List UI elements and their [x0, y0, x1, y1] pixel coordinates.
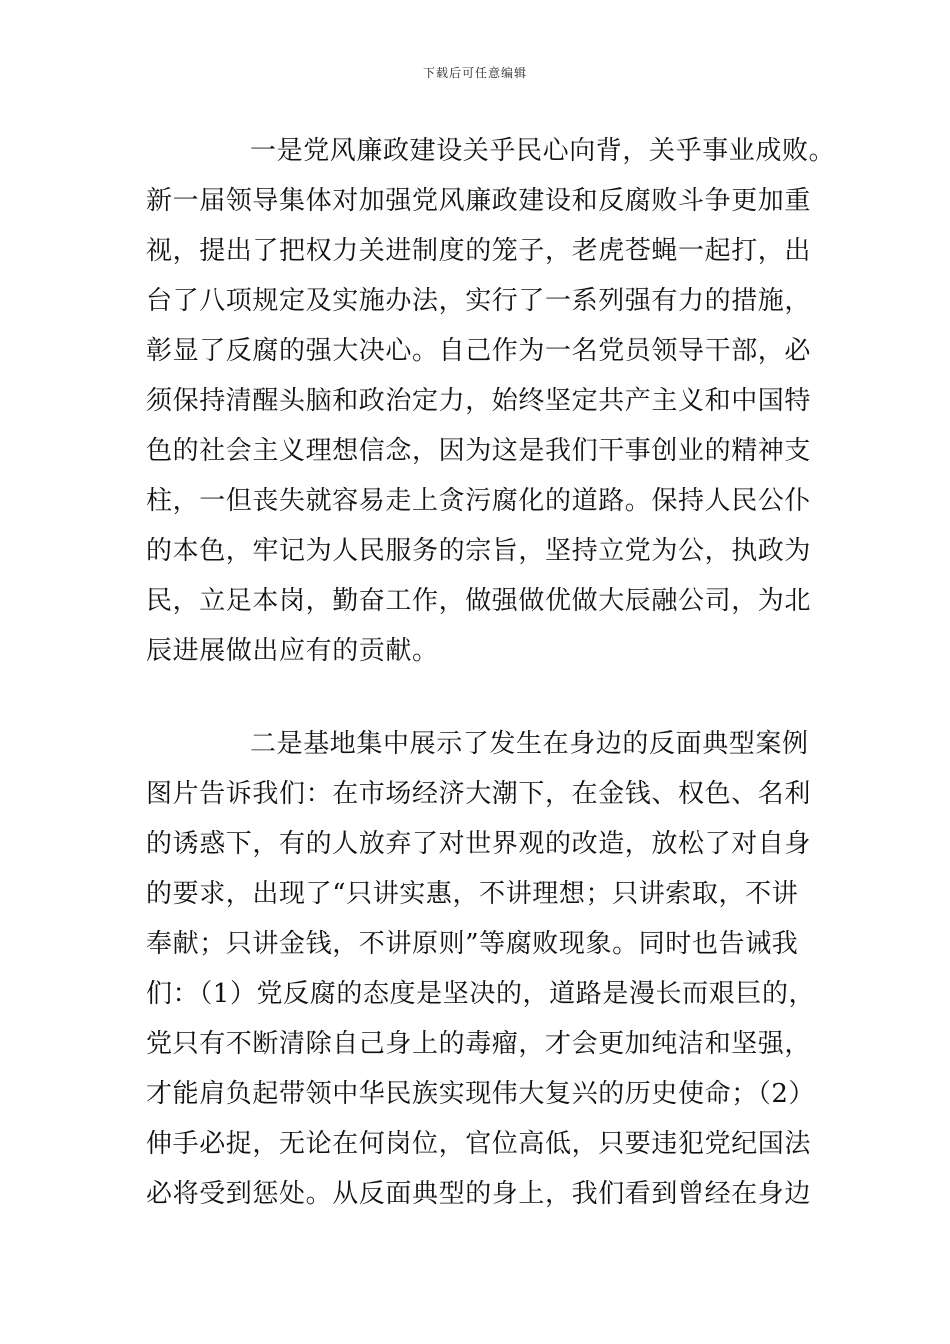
text-line: 必将受到惩处。从反面典型的身上，我们看到曾经在身边 — [146, 1179, 812, 1209]
text-line: 的诱惑下，有的人放弃了对世界观的改造，放松了对自身 — [146, 829, 812, 859]
text-line: 伸手必捉，无论在何岗位，官位高低，只要违犯党纪国法 — [146, 1129, 812, 1159]
paragraph-2 — [146, 719, 816, 1219]
text-line: 一是党风廉政建设关乎民心向背，关乎事业成败。 — [250, 136, 836, 166]
text-line: 们：（1）党反腐的态度是坚决的，道路是漫长而艰巨的， — [146, 979, 816, 1009]
text-line: 民，立足本岗，勤奋工作，做强做优做大辰融公司，为北 — [146, 586, 812, 616]
text-line: 视，提出了把权力关进制度的笼子，老虎苍蝇一起打，出 — [146, 236, 812, 266]
text-line: 图片告诉我们：在市场经济大潮下，在金钱、权色、名利 — [146, 779, 812, 809]
text-line: 柱，一但丧失就容易走上贪污腐化的道路。保持人民公仆 — [146, 486, 812, 516]
page-header: 下载后可任意编辑 — [422, 66, 527, 80]
text-line: 奉献；只讲金钱，不讲原则”等腐败现象。同时也告诫我 — [146, 929, 799, 959]
text-line: 色的社会主义理想信念，因为这是我们干事创业的精神支 — [146, 436, 812, 466]
text-line: 彰显了反腐的强大决心。自己作为一名党员领导干部，必 — [146, 336, 812, 366]
text-line: 二是基地集中展示了发生在身边的反面典型案例 — [250, 729, 809, 759]
text-line: 党只有不断清除自己身上的毒瘤，才会更加纯洁和坚强， — [146, 1029, 812, 1059]
text-line: 台了八项规定及实施办法，实行了一系列强有力的措施， — [146, 286, 812, 316]
text-line: 须保持清醒头脑和政治定力，始终坚定共产主义和中国特 — [146, 386, 812, 416]
text-line: 的要求，出现了“只讲实惠，不讲理想；只讲索取，不讲 — [146, 879, 799, 909]
text-line: 新一届领导集体对加强党风廉政建设和反腐败斗争更加重 — [146, 186, 812, 216]
text-line: 才能肩负起带领中华民族实现伟大复兴的历史使命；（2） — [146, 1079, 816, 1109]
text-line: 的本色，牢记为人民服务的宗旨，坚持立党为公，执政为 — [146, 536, 812, 566]
paragraph-1 — [146, 126, 836, 676]
text-line: 辰进展做出应有的贡献。 — [146, 636, 439, 666]
